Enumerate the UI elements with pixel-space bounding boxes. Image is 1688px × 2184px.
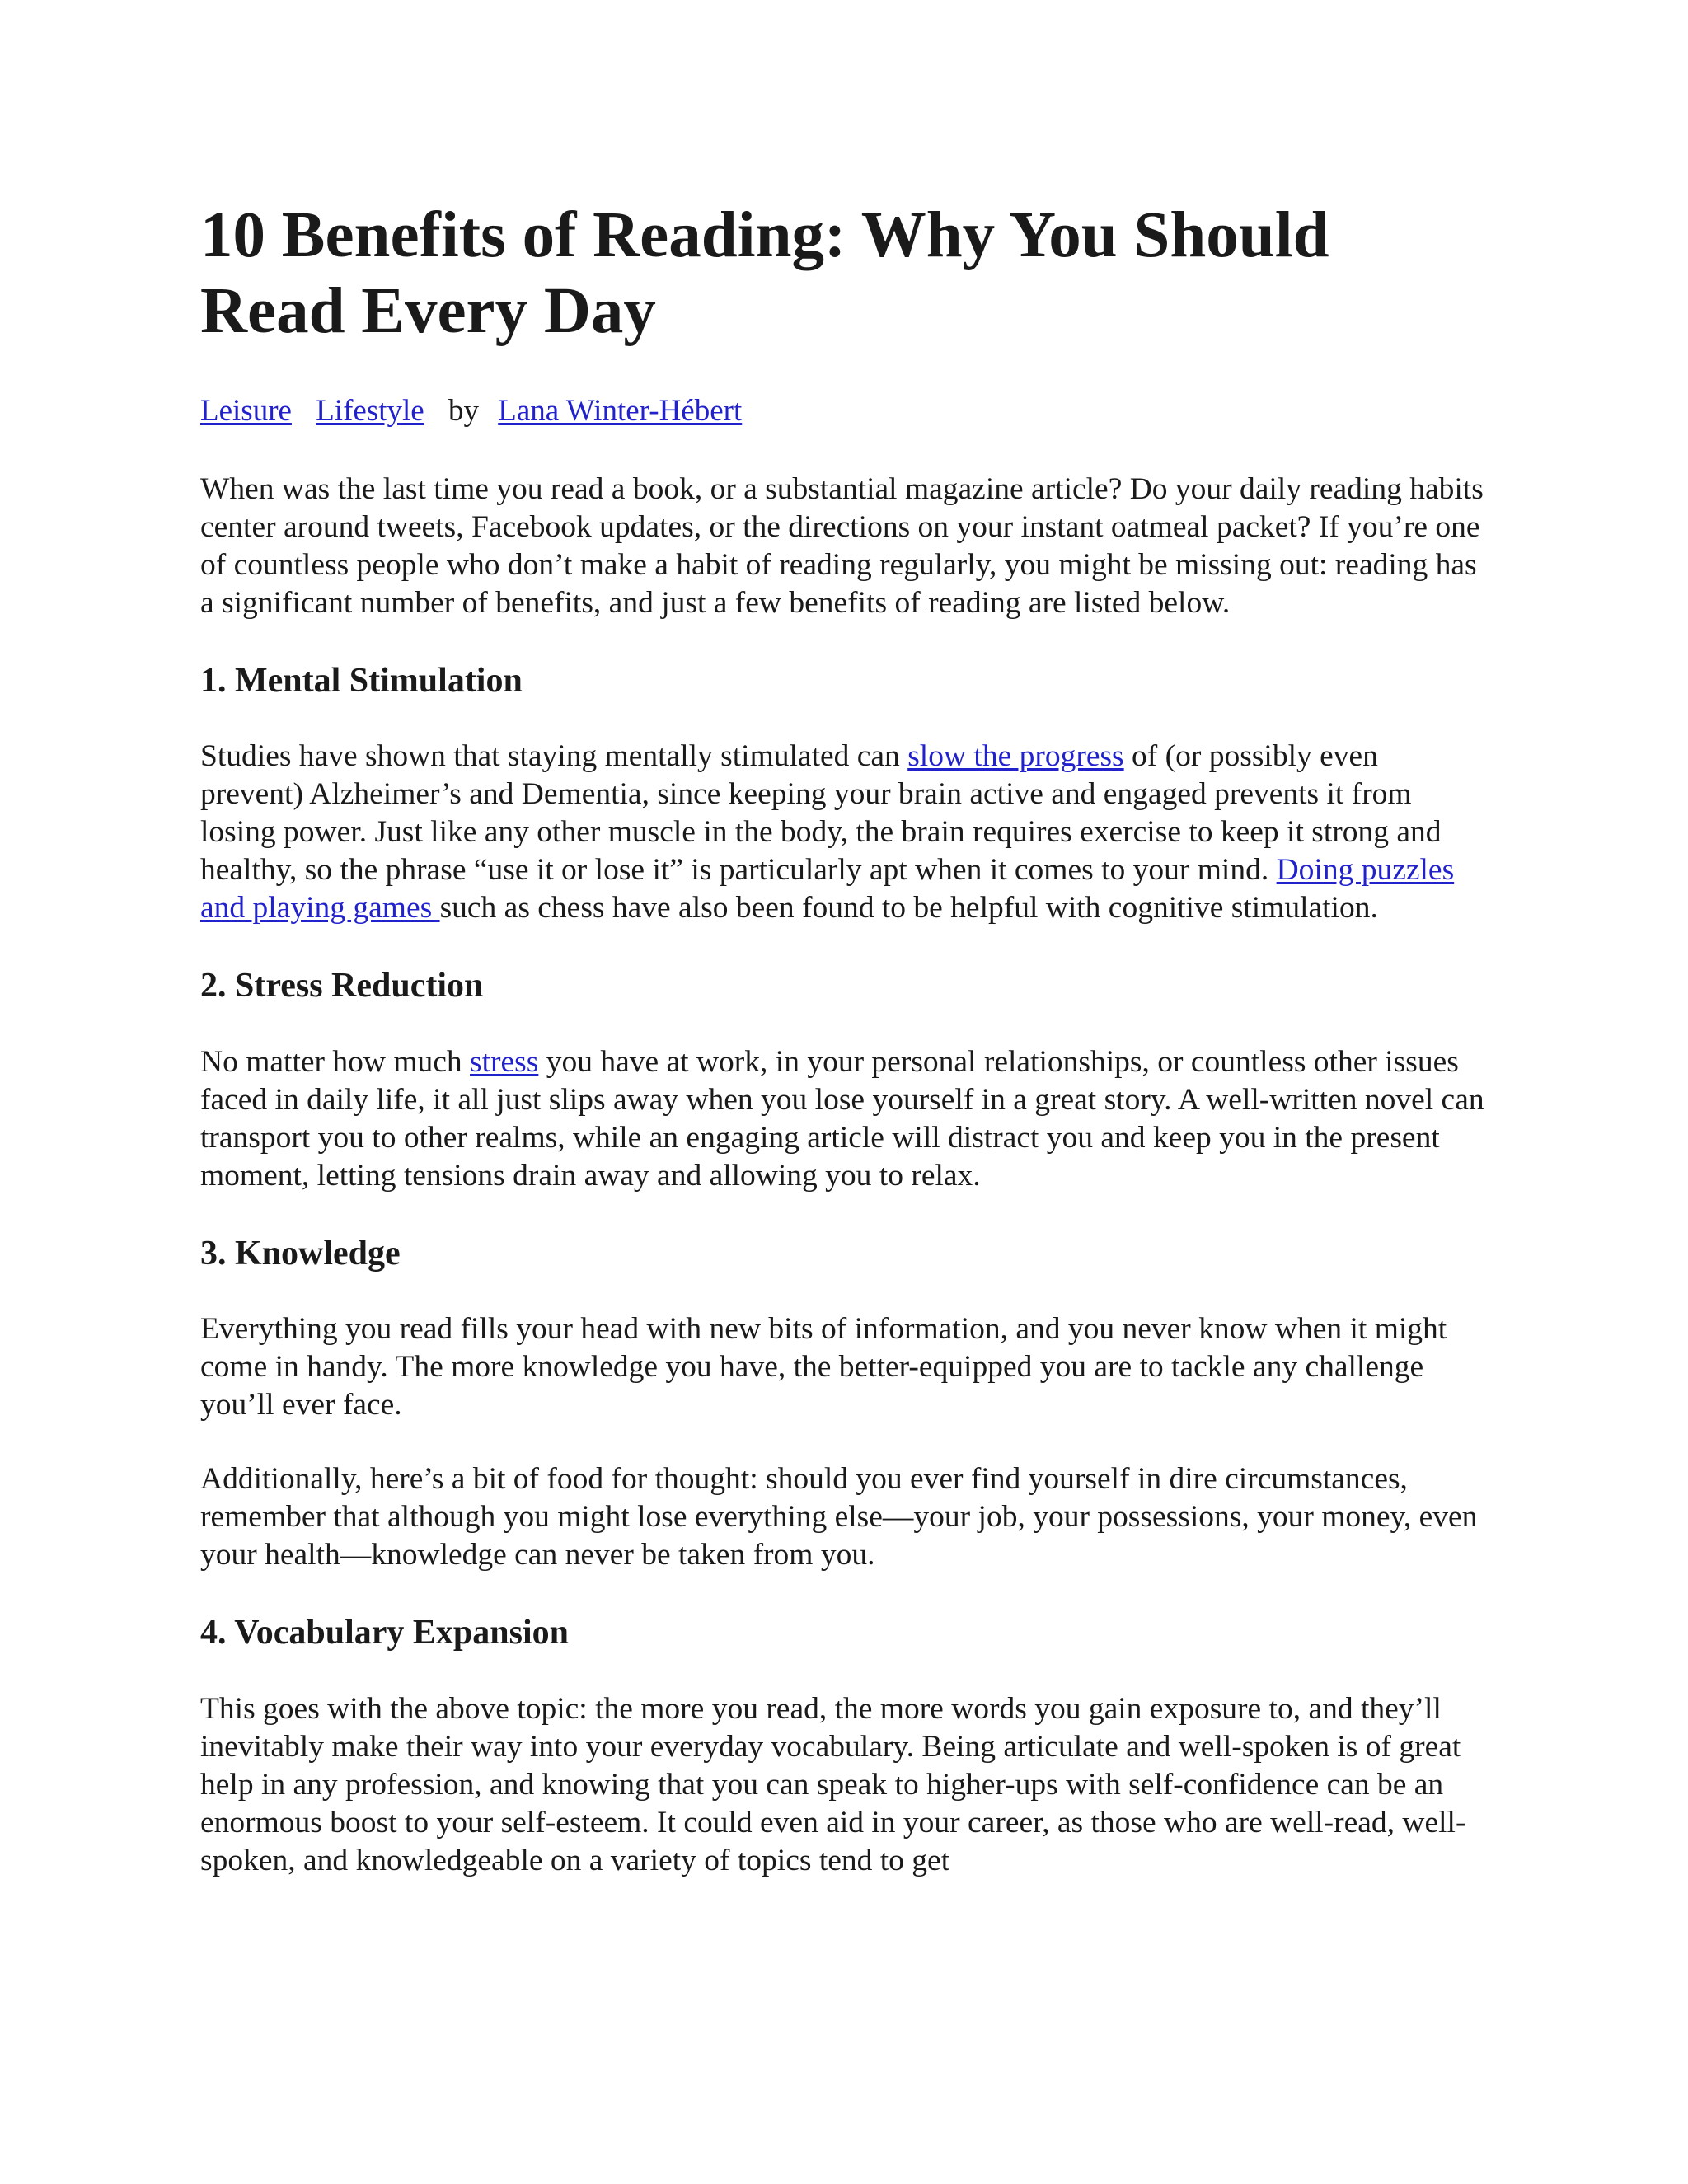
- section-paragraph-knowledge-2: Additionally, here’s a bit of food for thought: should you ever find yourself in dire circumstances, remember that although you might lose everything else—your job, your possessions, your money, even your health—knowledge can never be taken from you.: [200, 1462, 1478, 1572]
- section-heading-mental-stimulation: 1. Mental Stimulation: [200, 661, 523, 700]
- puzzles-games-link[interactable]: Doing puzzles and playing games: [200, 853, 1455, 926]
- text-run: you have at work, in your personal relationships, or countless other issues faced in daily life, it all just slips away when you lose yourself in a great story. A well-written novel can transport you to other realms, while an engaging article will distract you and keep you in the present moment, letting tensions drain away and allowing you to relax.: [200, 1044, 1484, 1193]
- byline-label: by: [448, 393, 479, 428]
- category-link-leisure[interactable]: Leisure: [200, 393, 292, 428]
- section-heading-vocabulary-expansion: 4. Vocabulary Expansion: [200, 1614, 569, 1652]
- text-run: No matter how much: [200, 1044, 471, 1079]
- section-paragraph-knowledge-1: Everything you read fills your head with new bits of information, and you never know when it might come in handy. The more knowledge you have, the better-equipped you are to tackle any challenge you’ll ever face.: [200, 1312, 1447, 1422]
- section-heading-knowledge: 3. Knowledge: [200, 1234, 401, 1272]
- category-link-lifestyle[interactable]: Lifestyle: [316, 393, 424, 428]
- intro-paragraph: When was the last time you read a book, or a substantial magazine article? Do your daily reading habits center around tweets, Facebook updates, or the directions on your instant oatmeal packet? If you’re one of countless people who don’t make a habit of reading regularly, you might be missing out: reading has a significant number of benefits, and just a few benefits of reading are listed below.: [200, 471, 1484, 620]
- section-paragraph-mental-stimulation: [200, 738, 1486, 927]
- stress-link[interactable]: stress: [470, 1044, 539, 1079]
- section-paragraph-stress-reduction: [200, 1043, 1486, 1195]
- article-meta: [200, 391, 1486, 431]
- text-run: such as chess have also been found to be helpful with cognitive stimulation.: [439, 891, 1378, 926]
- slow-the-progress-link[interactable]: slow the progress: [907, 739, 1124, 774]
- article: [200, 198, 1486, 1880]
- article-title: 10 Benefits of Reading: Why You Should Read Every Day: [200, 199, 1329, 348]
- text-run: of (or possibly even prevent) Alzheimer’s and Dementia, since keeping your brain active and engaged prevents it from losing power. Just like any other muscle in the body, the brain requires exercise to keep it strong and healthy, so the phrase “use it or lose it” is particularly apt when it comes to your mind.: [200, 739, 1442, 888]
- author-link[interactable]: Lana Winter-Hébert: [498, 393, 743, 428]
- section-heading-stress-reduction: 2. Stress Reduction: [200, 967, 484, 1005]
- text-run: Studies have shown that staying mentally stimulated can: [200, 739, 908, 774]
- section-paragraph-vocabulary-expansion: This goes with the above topic: the more you read, the more words you gain exposure to, and they’ll inevitably make their way into your everyday vocabulary. Being articulate and well-spoken is of great help in any profession, and knowing that you can speak to higher-ups with self-confidence can be an enormous boost to your self-esteem. It could even aid in your career, as those who are well-read, well-spoken, and knowledgeable on a variety of topics tend to get: [200, 1691, 1466, 1877]
